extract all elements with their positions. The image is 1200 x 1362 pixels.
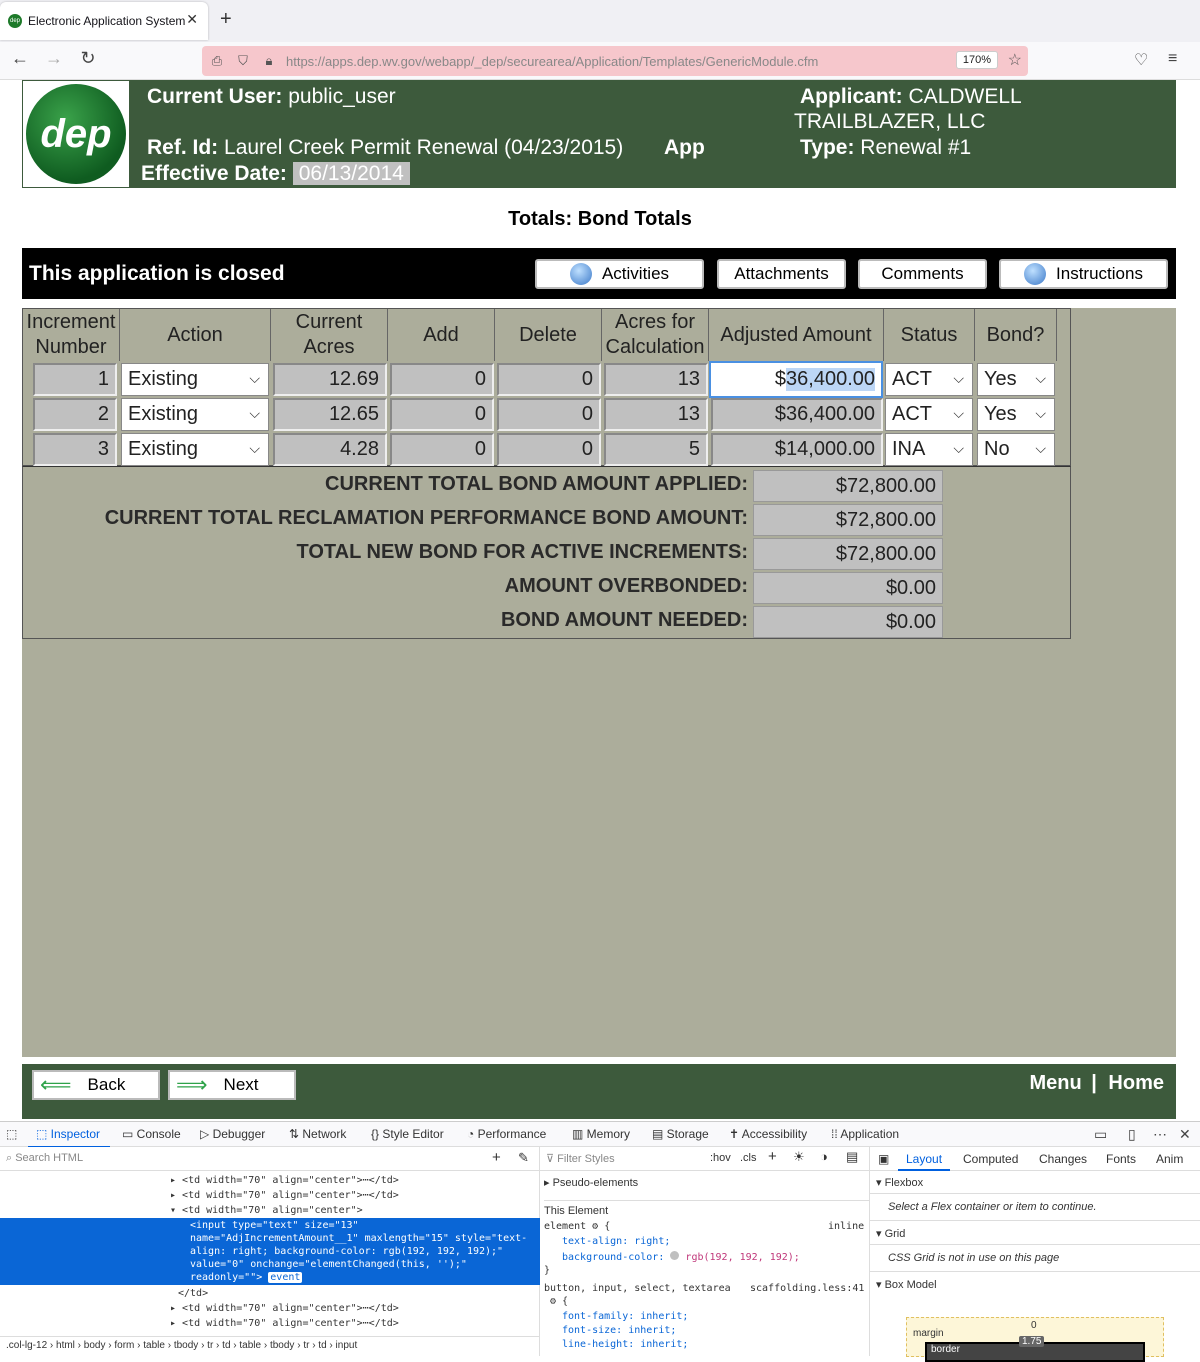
color-swatch-icon[interactable]	[670, 1251, 679, 1260]
tab-changes[interactable]: Changes	[1039, 1152, 1088, 1166]
status-select[interactable]: ACT ⌵	[885, 363, 973, 396]
comments-button[interactable]: Comments	[858, 259, 987, 289]
bond-totals	[22, 466, 1071, 639]
box-model-section-toggle[interactable]: ▾ Box Model	[876, 1279, 937, 1291]
total-label: TOTAL NEW BOND FOR ACTIVE INCREMENTS:	[296, 541, 748, 563]
tab-inspector[interactable]: ⬚ Inspector	[36, 1127, 101, 1141]
margin-label: margin	[913, 1328, 944, 1339]
table-header	[23, 309, 1072, 361]
adjusted-amount-input[interactable]: $ 36,400.00	[711, 398, 883, 431]
grid-message: CSS Grid is not in use on this page	[888, 1252, 1060, 1264]
effective-date: Effective Date: 06/13/2014	[141, 162, 410, 186]
current-acres: 12.69	[273, 363, 387, 396]
flexbox-section-toggle[interactable]: ▾ Flexbox	[876, 1177, 924, 1189]
html-node[interactable]: ▸ <td width="70" align="center">⋯</td>	[170, 1303, 399, 1314]
increment-number: 2	[33, 398, 117, 431]
chevron-down-icon: ⌵	[1035, 405, 1046, 421]
add-acres-input[interactable]: 0	[390, 398, 494, 431]
rule-selector: button, input, select, textarea	[544, 1283, 731, 1294]
header-action: Action	[120, 309, 271, 361]
more-options-icon[interactable]: ⋯	[1153, 1126, 1167, 1142]
dep-logo-icon: dep	[26, 84, 126, 184]
active-tab-indicator	[898, 1169, 950, 1171]
rule-source: inline	[828, 1221, 865, 1232]
css-property[interactable]: font-family: inherit;	[562, 1311, 689, 1322]
left-arrow-icon: ⟸	[40, 1072, 72, 1097]
breadcrumb[interactable]: .col-lg-12 › html › body › form › table › tbody › tr › td › table › tbody › tr › td › input	[0, 1336, 540, 1356]
rule-source[interactable]: scaffolding.less:41	[750, 1283, 865, 1294]
devtools-body	[0, 1147, 1200, 1356]
tab-computed[interactable]: Computed	[963, 1152, 1019, 1166]
current-acres: 4.28	[273, 433, 387, 466]
closed-message: This application is closed	[29, 262, 285, 285]
border-box	[925, 1336, 1145, 1362]
shield-icon[interactable]: ⛉	[238, 53, 248, 68]
effective-date-value: 06/13/2014	[293, 162, 410, 185]
html-node[interactable]: </td>	[178, 1288, 209, 1299]
acres-calc: 5	[604, 433, 708, 466]
zoom-level[interactable]: 170%	[956, 51, 998, 69]
chevron-down-icon: ⌵	[249, 405, 260, 421]
chevron-down-icon: ⌵	[953, 440, 964, 456]
filter-styles-input[interactable]: ⊽ Filter Styles :hov .cls + ☀ ◑ ▤	[540, 1147, 869, 1171]
flexbox-message: Select a Flex container or item to continue.	[888, 1201, 1097, 1213]
instructions-button[interactable]: Instructions	[999, 259, 1168, 289]
applicant: Applicant: CALDWELL	[800, 85, 1022, 108]
header-current-acres: Current Acres	[271, 309, 388, 361]
menu-link[interactable]: Menu	[1029, 1072, 1082, 1094]
layout-pane	[870, 1147, 1200, 1356]
total-label: CURRENT TOTAL RECLAMATION PERFORMANCE BOND AMOUNT:	[104, 507, 748, 529]
home-link[interactable]: Home	[1108, 1072, 1164, 1094]
divider	[870, 1271, 1200, 1272]
ref-id: Ref. Id: Laurel Creek Permit Renewal (04/23/2015)	[147, 136, 624, 159]
selected-html-node[interactable]: <input type="text" size="13" name="AdjIncrementAmount__1" maxlength="15" style="text- align: right; background-color: rgb(192, 192, 192);" value="0" onchange="elementChanged(this, '');" readonly=""> event	[0, 1218, 540, 1285]
css-property[interactable]: background-color: rgb(192, 192, 192);	[562, 1252, 800, 1263]
delete-acres-input[interactable]: 0	[497, 433, 601, 466]
event-badge[interactable]: event	[270, 1272, 301, 1283]
chevron-down-icon: ⌵	[249, 370, 260, 386]
box-model-diagram	[906, 1317, 1164, 1357]
bond-select[interactable]: No ⌵	[977, 433, 1055, 466]
search-html-input[interactable]: ⌕ Search HTML + ✎	[0, 1147, 539, 1171]
rule-selector: element ⚙ {	[544, 1221, 611, 1232]
acres-calc: 13	[604, 363, 708, 396]
link-separator: |	[1091, 1072, 1097, 1094]
total-value: $72,800.00	[753, 538, 943, 570]
margin-value[interactable]: 0	[1031, 1320, 1037, 1331]
tab-animations[interactable]: Anim	[1156, 1152, 1184, 1166]
app-header	[22, 80, 1176, 188]
status-select[interactable]: ACT ⌵	[885, 398, 973, 431]
header-add: Add	[388, 309, 495, 361]
header-delete: Delete	[495, 309, 602, 361]
dark-theme-icon[interactable]: ◑	[820, 1149, 828, 1164]
page-title: Totals: Bond Totals	[508, 208, 692, 230]
tab-application[interactable]: ⁞⁞ Application	[831, 1127, 900, 1141]
light-theme-icon[interactable]: ☀	[793, 1149, 805, 1164]
printer-icon[interactable]: ⎙	[211, 53, 223, 68]
divider	[870, 1244, 1200, 1245]
url-bar[interactable]	[202, 46, 1028, 76]
eyedropper-icon[interactable]: ✎	[518, 1150, 529, 1165]
menu-hamburger-icon[interactable]: ≡	[1168, 50, 1178, 67]
tab-debugger[interactable]: ▷ Debugger	[200, 1127, 266, 1141]
back-arrow-icon[interactable]: ←	[11, 48, 29, 68]
tab-network[interactable]: ⇅ Network	[289, 1127, 347, 1141]
tab-fonts[interactable]: Fonts	[1106, 1152, 1137, 1166]
devtools-toolbar	[0, 1121, 1200, 1147]
delete-acres-input[interactable]: 0	[497, 398, 601, 431]
hov-toggle[interactable]: :hov	[710, 1152, 731, 1164]
bookmark-star-icon[interactable]: ☆	[1007, 52, 1022, 69]
header-increment-number: Increment Number	[23, 309, 120, 361]
main-content	[22, 308, 1176, 1057]
header-status: Status	[884, 309, 975, 361]
app-label: App	[664, 136, 705, 159]
html-node[interactable]: ▸ <td width="70" align="center">⋯</td>	[170, 1318, 399, 1329]
acres-calc: 13	[604, 398, 708, 431]
tab-memory[interactable]: ▥ Memory	[572, 1127, 631, 1141]
closed-bar	[22, 248, 1176, 299]
adjusted-amount-input[interactable]: $ 14,000.00	[711, 433, 883, 466]
next-button[interactable]: ⟹ Next	[168, 1070, 296, 1100]
chevron-down-icon: ⌵	[1035, 370, 1046, 386]
bond-select[interactable]: Yes ⌵	[977, 363, 1055, 396]
pocket-icon[interactable]: ♡	[1134, 52, 1149, 69]
total-value: $72,800.00	[753, 470, 943, 502]
activities-button[interactable]: Activities	[535, 259, 704, 289]
add-rule-icon[interactable]: +	[768, 1148, 777, 1165]
url-text: https://apps.dep.wv.gov/webapp/_dep/securearea/Application/Templates/GenericModule.cfm	[286, 53, 819, 69]
bond-select[interactable]: Yes ⌵	[977, 398, 1055, 431]
divider	[870, 1220, 1200, 1221]
dock-icon[interactable]: ▯	[1128, 1126, 1136, 1142]
delete-acres-input[interactable]: 0	[497, 363, 601, 396]
css-property[interactable]: text-align: right;	[562, 1236, 671, 1247]
increment-number: 1	[33, 363, 117, 396]
total-label: BOND AMOUNT NEEDED:	[500, 609, 748, 631]
rules-pane	[540, 1147, 870, 1356]
tab-title: Electronic Application System	[28, 14, 186, 28]
tab-storage[interactable]: ▤ Storage	[652, 1127, 709, 1141]
tab-style-editor[interactable]: {} Style Editor	[371, 1127, 444, 1141]
chevron-down-icon: ⌵	[249, 440, 260, 456]
dep-logo	[23, 81, 129, 187]
increments-table	[22, 308, 1071, 466]
css-property[interactable]: font-size: inherit;	[562, 1325, 677, 1336]
close-devtools-icon[interactable]: ✕	[1179, 1126, 1191, 1142]
header-acres-calc: Acres for Calculation	[602, 309, 709, 361]
total-label: CURRENT TOTAL BOND AMOUNT APPLIED:	[325, 473, 748, 495]
right-arrow-icon: ⟹	[176, 1072, 208, 1097]
chevron-down-icon: ⌵	[1035, 440, 1046, 456]
cls-toggle[interactable]: .cls	[740, 1152, 757, 1164]
action-select[interactable]: Existing ⌵	[121, 363, 269, 396]
html-pane	[0, 1147, 540, 1356]
new-tab-icon[interactable]: +	[220, 8, 232, 30]
close-tab-icon[interactable]: ✕	[186, 11, 198, 27]
total-value: $0.00	[753, 606, 943, 638]
tab-layout[interactable]: Layout	[906, 1152, 943, 1166]
page-footer	[22, 1064, 1176, 1119]
browser-tabbar	[0, 0, 1200, 42]
tab-console[interactable]: ▭ Console	[122, 1127, 181, 1141]
sidebar-toggle-icon[interactable]: ▣	[878, 1152, 890, 1166]
header-adjusted-amount: Adjusted Amount	[709, 309, 884, 361]
adjusted-amount-input[interactable]: $ 36,400.00	[709, 361, 883, 398]
html-node[interactable]: ▸ <td width="70" align="center">⋯</td>	[170, 1175, 399, 1186]
add-acres-input[interactable]: 0	[390, 433, 494, 466]
this-element-heading: This Element	[544, 1200, 870, 1217]
chevron-down-icon: ⌵	[953, 370, 964, 386]
html-node[interactable]: ▾ <td width="70" align="center">	[170, 1205, 363, 1216]
increment-number: 3	[33, 433, 117, 466]
back-button[interactable]: ⟸ Back	[32, 1070, 160, 1100]
total-value: $0.00	[753, 572, 943, 604]
forward-arrow-icon[interactable]: →	[45, 48, 63, 68]
gear-icon[interactable]: ⚙ {	[550, 1296, 569, 1307]
border-value[interactable]: 1.75	[1019, 1336, 1044, 1347]
total-label: AMOUNT OVERBONDED:	[504, 575, 748, 597]
browser-navbar	[0, 42, 1200, 80]
layout-tabs	[870, 1147, 1200, 1171]
add-acres-input[interactable]: 0	[390, 363, 494, 396]
header-bond: Bond?	[975, 309, 1057, 361]
reload-icon[interactable]: ↻	[80, 48, 96, 68]
css-property[interactable]: line-height: inherit;	[562, 1339, 689, 1350]
browser-tab[interactable]	[0, 2, 208, 40]
responsive-mode-icon[interactable]: ▭	[1094, 1126, 1108, 1142]
status-select[interactable]: INA ⌵	[885, 433, 973, 466]
help-icon	[1024, 263, 1046, 285]
app-type: Type: Renewal #1	[800, 136, 972, 159]
clock-icon	[570, 263, 592, 285]
tab-accessibility[interactable]: ✝ Accessibility	[729, 1127, 808, 1141]
footer-links	[1029, 1072, 1164, 1095]
tab-performance[interactable]: ◔ Performance	[467, 1127, 547, 1141]
element-picker-icon[interactable]: ⬚	[6, 1127, 18, 1141]
current-user: Current User: public_user	[147, 85, 396, 108]
add-node-icon[interactable]: +	[492, 1149, 501, 1166]
action-select[interactable]: Existing ⌵	[121, 398, 269, 431]
rule-close: }	[544, 1265, 551, 1276]
action-select[interactable]: Existing ⌵	[121, 433, 269, 466]
border-label: border	[931, 1344, 960, 1355]
lock-icon: 🔒︎	[265, 53, 273, 68]
divider	[870, 1193, 1200, 1194]
html-node[interactable]: ▸ <td width="70" align="center">⋯</td>	[170, 1190, 399, 1201]
chevron-down-icon: ⌵	[953, 405, 964, 421]
pseudo-elements-toggle[interactable]: ▸ Pseudo-elements	[544, 1177, 639, 1189]
dep-favicon-icon: dep	[8, 14, 22, 28]
grid-section-toggle[interactable]: ▾ Grid	[876, 1228, 906, 1240]
print-media-icon[interactable]: ▤	[846, 1149, 859, 1164]
applicant-line2: TRAILBLAZER, LLC	[794, 110, 986, 133]
current-acres: 12.65	[273, 398, 387, 431]
total-value: $72,800.00	[753, 504, 943, 536]
attachments-button[interactable]: Attachments	[717, 259, 846, 289]
